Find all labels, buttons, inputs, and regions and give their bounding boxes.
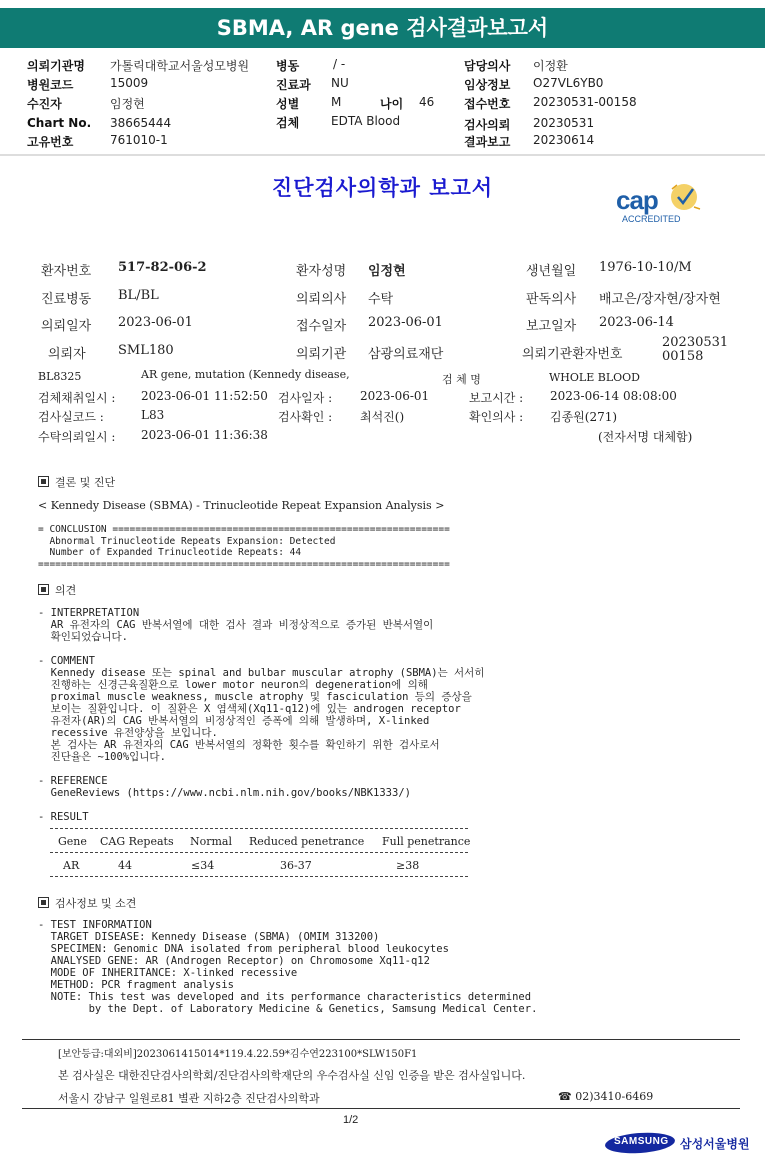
result-top-rule <box>50 828 468 829</box>
interpretation-block: - INTERPRETATION AR 유전자의 CAG 반복서열에 대한 검사 결과 비정상적으로 증가된 반복서열이 확인되었습니다. <box>38 607 434 643</box>
grid-value: 1976-10-10/M <box>599 260 692 275</box>
value-hospital-code: 15009 <box>110 76 149 90</box>
conclusion-heading <box>38 474 115 490</box>
label-patient: 수진자 <box>27 97 62 111</box>
grid-value: 2023-06-14 <box>599 315 674 330</box>
value-doctor: 이정환 <box>533 59 568 73</box>
grid-value: 2023-06-01 <box>368 315 443 330</box>
opinion-heading-text: 의견 <box>55 584 77 597</box>
report-header-title: SBMA, AR gene 검사결과보고서 <box>216 16 549 40</box>
grid-label: 보고일자 <box>526 319 577 334</box>
result-header-normal: Normal <box>190 835 233 848</box>
conclusion-block: = CONCLUSION =========================================================== Abnormal Trinucleotide Repeats Expansion: Detected Number of Expanded Trinucleotide Repeats: 44 ======================================================================== <box>38 524 450 570</box>
meta-label: 검사실코드 : <box>38 410 104 424</box>
result-cell-cag: 44 <box>118 859 132 872</box>
value-unique-no: 761010-1 <box>110 133 168 147</box>
page-number: 1/2 <box>343 1114 359 1126</box>
label-request-date: 검사의뢰 <box>464 118 511 132</box>
meta-label: 확인의사 : <box>469 410 524 424</box>
meta-value: L83 <box>141 408 165 422</box>
grid-label: 판독의사 <box>526 292 577 307</box>
grid-value: 517-82-06-2 <box>118 260 207 275</box>
label-chart-no: Chart No. <box>27 116 92 130</box>
result-header-gene: Gene <box>58 835 87 848</box>
test-name: AR gene, mutation (Kennedy disease, <box>141 368 350 381</box>
result-cell-reduced: 36-37 <box>280 859 312 872</box>
value-department: NU <box>331 76 349 90</box>
grid-label: 접수일자 <box>296 319 347 334</box>
checkbox-square-icon <box>38 897 49 908</box>
result-label: - RESULT <box>38 811 89 823</box>
footer-top-rule <box>22 1039 740 1040</box>
checkbox-square-icon <box>38 476 49 487</box>
samsung-hospital-logo <box>604 1132 750 1156</box>
top-divider <box>0 154 765 156</box>
grid-label: 의뢰기관 <box>296 347 347 362</box>
cap-logo <box>612 181 712 227</box>
label-ward: 병동 <box>276 59 300 73</box>
label-specimen: 검체 <box>276 116 300 130</box>
value-chart-no: 38665444 <box>110 116 172 130</box>
value-receipt-no: 20230531-00158 <box>533 95 637 109</box>
footer-bottom-rule <box>22 1108 740 1109</box>
value-report-date: 20230614 <box>533 133 595 147</box>
certification-line: 본 검사실은 대한진단검사의학회/진단검사의학재단의 우수검사실 신임 인증을 받은 검사실입니다. <box>58 1069 526 1082</box>
test-info-heading <box>38 895 136 911</box>
value-sex: M <box>331 95 342 109</box>
meta-value: 김종원(271) <box>550 410 618 424</box>
grid-value-wrapped: 2023053100158 <box>662 335 729 364</box>
meta-label: 검사일자 : <box>278 391 333 405</box>
cap-brand: cap <box>616 185 658 215</box>
grid-value: 배고은/장자현/장자현 <box>599 292 721 307</box>
result-cell-gene: AR <box>63 859 80 872</box>
value-institution: 가톨릭대학교서울성모병원 <box>110 59 250 73</box>
grid-value: BL/BL <box>118 288 159 303</box>
grid-label: 의뢰자 <box>48 347 86 362</box>
result-cell-full: ≥38 <box>396 859 420 872</box>
grid-label: 의뢰의사 <box>296 292 347 307</box>
grid-label: 의뢰기관환자번호 <box>522 347 623 362</box>
label-unique-no: 고유번호 <box>27 135 74 149</box>
value-clinical-info: O27VL6YB0 <box>533 76 604 90</box>
checkbox-square-icon <box>38 584 49 595</box>
grid-label: 환자번호 <box>41 264 92 279</box>
result-header-cag: CAG Repeats <box>100 835 174 848</box>
label-department: 진료과 <box>276 78 311 92</box>
value-specimen: EDTA Blood <box>331 114 401 128</box>
esign-note: (전자서명 대체함) <box>598 430 693 444</box>
label-age: 나이 <box>380 97 404 111</box>
meta-value: 최석진() <box>360 410 405 424</box>
label-sex: 성별 <box>276 97 300 111</box>
result-bottom-rule <box>50 876 468 877</box>
reference-block: - REFERENCE GeneReviews (https://www.ncbi.nlm.nih.gov/books/NBK1333/) <box>38 775 411 799</box>
grid-label: 환자성명 <box>296 264 347 279</box>
value-ward: / - <box>333 57 346 71</box>
analysis-subtitle: < Kennedy Disease (SBMA) - Trinucleotide Repeat Expansion Analysis > <box>38 499 445 512</box>
meta-label: 검사확인 : <box>278 410 333 424</box>
security-line: [보안등급:대외비]2023061415014*119.4.22.59*김수연223100*SLW150F1 <box>58 1049 418 1060</box>
grid-value: SML180 <box>118 343 174 358</box>
report-title: 진단검사의학과 보고서 <box>271 175 494 200</box>
phone-line: ☎ 02)3410-6469 <box>558 1090 654 1103</box>
meta-label: 검체채취일시 : <box>38 391 116 405</box>
meta-value: 2023-06-14 08:08:00 <box>550 389 677 403</box>
result-header-reduced: Reduced penetrance <box>249 835 365 848</box>
test-info-block: - TEST INFORMATION TARGET DISEASE: Kennedy Disease (SBMA) (OMIM 313200) SPECIMEN: Genomic DNA isolated from peripheral blood leukocytes ANALYSED GENE: AR (Androgen Receptor) on Chromosome Xq11-q12 MODE OF INHERITANCE: X-linked recessive METHOD: PCR fragment analysis NOTE: This test was developed and its performance characteristics determined by the Dept. of Laboratory Medicine & Genetics, Samsung Medical Center. <box>38 919 538 1015</box>
grid-value: 삼광의료재단 <box>368 347 444 362</box>
label-institution: 의뢰기관명 <box>27 59 85 73</box>
test-info-heading-text: 검사정보 및 소견 <box>55 897 137 910</box>
label-receipt-no: 접수번호 <box>464 97 511 111</box>
meta-value: 2023-06-01 11:36:38 <box>141 428 268 442</box>
label-clinical-info: 임상정보 <box>464 78 511 92</box>
address-line: 서울시 강남구 일원로81 별관 지하2층 진단검사의학과 <box>58 1092 320 1105</box>
result-mid-rule <box>50 852 468 853</box>
hospital-name: 삼성서울병원 <box>680 1137 750 1151</box>
samsung-wordmark: SAMSUNG <box>614 1136 669 1147</box>
grid-label: 의뢰일자 <box>41 319 92 334</box>
grid-label: 진료병동 <box>41 292 92 307</box>
meta-label: 수탁의뢰일시 : <box>38 430 116 444</box>
cap-accredited-text: ACCREDITED <box>622 214 681 224</box>
meta-value: 2023-06-01 <box>360 389 430 403</box>
conclusion-heading-text: 결론 및 진단 <box>55 476 116 489</box>
test-code: BL8325 <box>38 370 82 383</box>
label-report-date: 결과보고 <box>464 135 511 149</box>
grid-value: 2023-06-01 <box>118 315 193 330</box>
label-hospital-code: 병원코드 <box>27 78 74 92</box>
value-age: 46 <box>419 95 435 109</box>
specimen-name-value: WHOLE BLOOD <box>549 371 640 384</box>
result-cell-normal: ≤34 <box>191 859 215 872</box>
value-request-date: 20230531 <box>533 116 595 130</box>
meta-value: 2023-06-01 11:52:50 <box>141 389 268 403</box>
value-patient: 임정현 <box>110 97 145 111</box>
opinion-heading <box>38 582 76 598</box>
grid-value: 임정현 <box>368 264 406 279</box>
label-doctor: 담당의사 <box>464 59 511 73</box>
grid-label: 생년월일 <box>526 264 577 279</box>
result-header-full: Full penetrance <box>382 835 471 848</box>
meta-label: 보고시간 : <box>469 391 524 405</box>
comment-block: - COMMENT Kennedy disease 또는 spinal and bulbar muscular atrophy (SBMA)는 서서히 진행하는 신경근육질환으로 lower motor neuron의 degeneration에 의해 proximal muscle weakness, muscle atrophy 및 fasciculation 등의 증상을 보이는 질환입니다. 이 질환은 X 염색체(Xq11-q12)에 있는 androgen receptor 유전자(AR)의 CAG 반복서열의 비정상적인 증폭에 의해 발생하며, X-linked recessive 유전양상을 보입니다. 본 검사는 AR 유전자의 CAG 반복서열의 정확한 횟수를 확인하기 위한 검사로서 진단율은 ~100%입니다. <box>38 655 485 763</box>
grid-value: 수탁 <box>368 292 394 307</box>
specimen-name-label: 검 체 명 <box>442 373 481 386</box>
